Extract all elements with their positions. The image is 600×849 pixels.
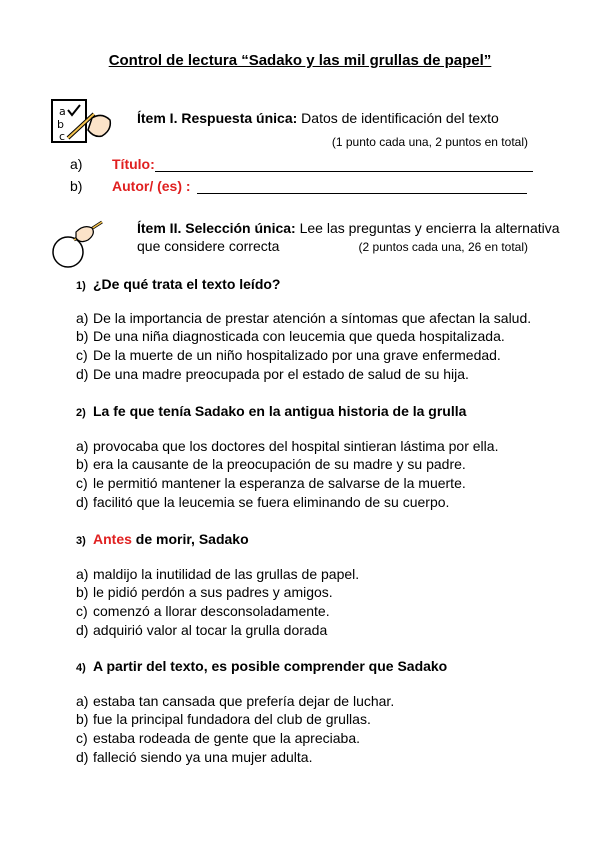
q2-option-b[interactable]: b) era la causante de la preocupación de su madre y su padre. [76, 456, 466, 472]
item1-heading: Ítem I. Respuesta única: Datos de identificación del texto [137, 110, 499, 126]
question-3: 3) Antes de morir, Sadako [76, 531, 249, 547]
hand-circling-icon [50, 218, 106, 270]
svg-text:c: c [59, 130, 66, 143]
q3-option-b[interactable]: b) le pidió perdón a sus padres y amigos. [76, 584, 333, 600]
q2-option-c[interactable]: c) le permitió mantener la esperanza de salvarse de la muerte. [76, 475, 466, 491]
q4-option-c[interactable]: c) estaba rodeada de gente que la apreciaba. [76, 730, 360, 746]
svg-text:a: a [59, 105, 66, 118]
question-4: 4) A partir del texto, es posible comprender que Sadako [76, 658, 448, 674]
author-field: b) Autor/ (es) : [70, 178, 527, 194]
q4-option-b[interactable]: b) fue la principal fundadora del club de grullas. [76, 711, 371, 727]
q3-option-d[interactable]: d) adquirió valor al tocar la grulla dorada [76, 622, 328, 638]
title-field: a) Título: [70, 156, 533, 172]
checklist-pencil-icon [50, 98, 114, 146]
antes-highlight: Antes [93, 531, 132, 547]
q1-option-d[interactable]: d) De una madre preocupada por el estado de salud de su hija. [76, 366, 469, 382]
question-1: 1) ¿De qué trata el texto leído? [76, 276, 281, 292]
q1-option-b[interactable]: b) De una niña diagnosticada con leucemia que queda hospitalizada. [76, 328, 505, 344]
page-title: Control de lectura “Sadako y las mil grullas de papel” [108, 52, 492, 69]
q1-option-c[interactable]: c) De la muerte de un niño hospitalizado por una grave enfermedad. [76, 347, 501, 363]
item1-points: (1 punto cada una, 2 puntos en total) [331, 135, 528, 149]
q1-option-a[interactable]: a) De la importancia de prestar atención a síntomas que afectan la salud. [76, 310, 532, 326]
q2-option-d[interactable]: d) facilitó que la leucemia se fuera eliminando de su cuerpo. [76, 494, 450, 510]
svg-text:b: b [57, 118, 64, 131]
q2-option-a[interactable]: a) provocaba que los doctores del hospital sintieran lástima por ella. [76, 438, 499, 454]
question-2: 2) La fe que tenía Sadako en la antigua historia de la grulla [76, 403, 467, 419]
q3-option-c[interactable]: c) comenzó a llorar desconsoladamente. [76, 603, 330, 619]
title-answer-line[interactable] [155, 157, 533, 172]
item2-heading: Ítem II. Selección única: Lee las preguntas y encierra la alternativa [137, 220, 560, 236]
q4-option-d[interactable]: d) falleció siendo ya una mujer adulta. [76, 749, 313, 765]
author-answer-line[interactable] [197, 179, 527, 194]
item2-points: (2 puntos cada una, 26 en total) [358, 240, 528, 254]
q4-option-a[interactable]: a) estaba tan cansada que prefería dejar de luchar. [76, 693, 395, 709]
item2-heading-line2: que considere correcta [137, 238, 280, 254]
q3-option-a[interactable]: a) maldijo la inutilidad de las grullas de papel. [76, 566, 360, 582]
